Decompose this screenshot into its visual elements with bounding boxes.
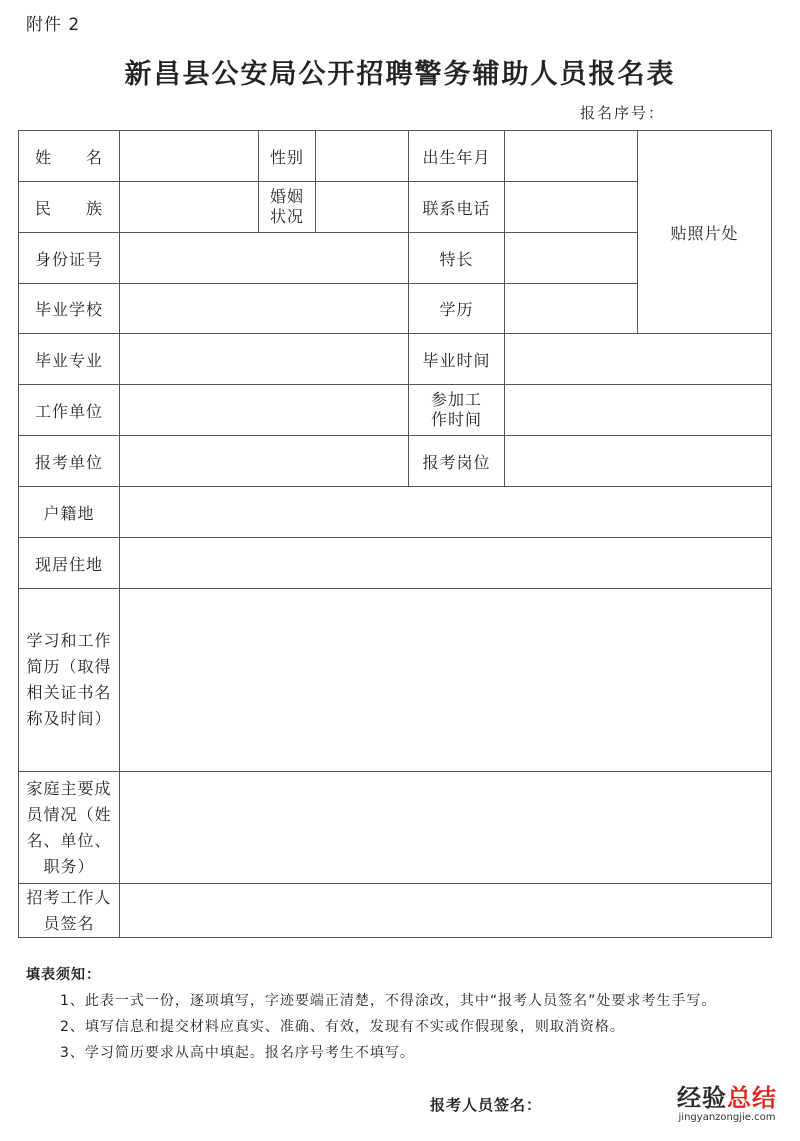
residence-field[interactable]	[120, 538, 772, 589]
staff-signature-field[interactable]	[120, 884, 772, 938]
birth-field[interactable]	[505, 131, 638, 182]
instruction-item: 3、学习简历要求从高中填起。报名序号考生不填写。	[60, 1045, 415, 1061]
residence-label: 现居住地	[19, 538, 120, 589]
resume-label: 学习和工作简历（取得相关证书名称及时间）	[19, 589, 120, 772]
major-label: 毕业专业	[19, 334, 120, 385]
gender-field[interactable]	[316, 131, 409, 182]
family-members-label: 家庭主要成员情况（姓名、单位、职务）	[19, 772, 120, 884]
gender-label: 性别	[259, 131, 316, 182]
employer-field[interactable]	[120, 385, 409, 436]
resume-field[interactable]	[120, 589, 772, 772]
birth-label: 出生年月	[409, 131, 505, 182]
work-start-time-label: 参加工 作时间	[409, 385, 505, 436]
watermark-text-red: 总结	[727, 1084, 777, 1112]
name-field[interactable]	[120, 131, 259, 182]
form-title: 新昌县公安局公开招聘警务辅助人员报名表	[124, 59, 676, 90]
apply-unit-label: 报考单位	[19, 436, 120, 487]
employer-label: 工作单位	[19, 385, 120, 436]
apply-post-field[interactable]	[505, 436, 772, 487]
phone-field[interactable]	[505, 182, 638, 233]
attachment-label: 附件 2	[26, 15, 81, 35]
registration-form-table	[18, 130, 772, 938]
id-number-label: 身份证号	[19, 233, 120, 284]
watermark-logo	[672, 1085, 782, 1125]
work-start-time-field[interactable]	[505, 385, 772, 436]
major-field[interactable]	[120, 334, 409, 385]
education-field[interactable]	[505, 284, 638, 334]
watermark-text-black: 经验	[677, 1084, 727, 1112]
family-members-field[interactable]	[120, 772, 772, 884]
apply-post-label: 报考岗位	[409, 436, 505, 487]
name-label: 姓 名	[19, 131, 120, 182]
serial-number-label: 报名序号：	[580, 104, 666, 122]
marital-status-label: 婚姻 状况	[259, 182, 316, 233]
phone-label: 联系电话	[409, 182, 505, 233]
id-number-field[interactable]	[120, 233, 409, 284]
instructions-heading: 填表须知：	[26, 967, 101, 983]
instruction-item: 2、填写信息和提交材料应真实、准确、有效，发现有不实或作假现象，则取消资格。	[60, 1019, 625, 1035]
graduation-time-field[interactable]	[505, 334, 772, 385]
hukou-label: 户籍地	[19, 487, 120, 538]
specialty-field[interactable]	[505, 233, 638, 284]
staff-signature-label: 招考工作人员签名	[19, 884, 120, 938]
apply-unit-field[interactable]	[120, 436, 409, 487]
hukou-field[interactable]	[120, 487, 772, 538]
watermark-url: jingyanzongjie.com	[678, 1112, 776, 1123]
school-label: 毕业学校	[19, 284, 120, 334]
ethnicity-field[interactable]	[120, 182, 259, 233]
school-field[interactable]	[120, 284, 409, 334]
instruction-item: 1、此表一式一份，逐项填写，字迹要端正清楚，不得涂改，其中“报考人员签名”处要求考生手写。	[60, 993, 717, 1009]
graduation-time-label: 毕业时间	[409, 334, 505, 385]
marital-status-field[interactable]	[316, 182, 409, 233]
ethnicity-label: 民 族	[19, 182, 120, 233]
instructions-section	[26, 962, 776, 1066]
education-label: 学历	[409, 284, 505, 334]
specialty-label: 特长	[409, 233, 505, 284]
applicant-signature-label: 报考人员签名：	[430, 1096, 543, 1114]
photo-placeholder: 贴照片处	[638, 131, 772, 334]
